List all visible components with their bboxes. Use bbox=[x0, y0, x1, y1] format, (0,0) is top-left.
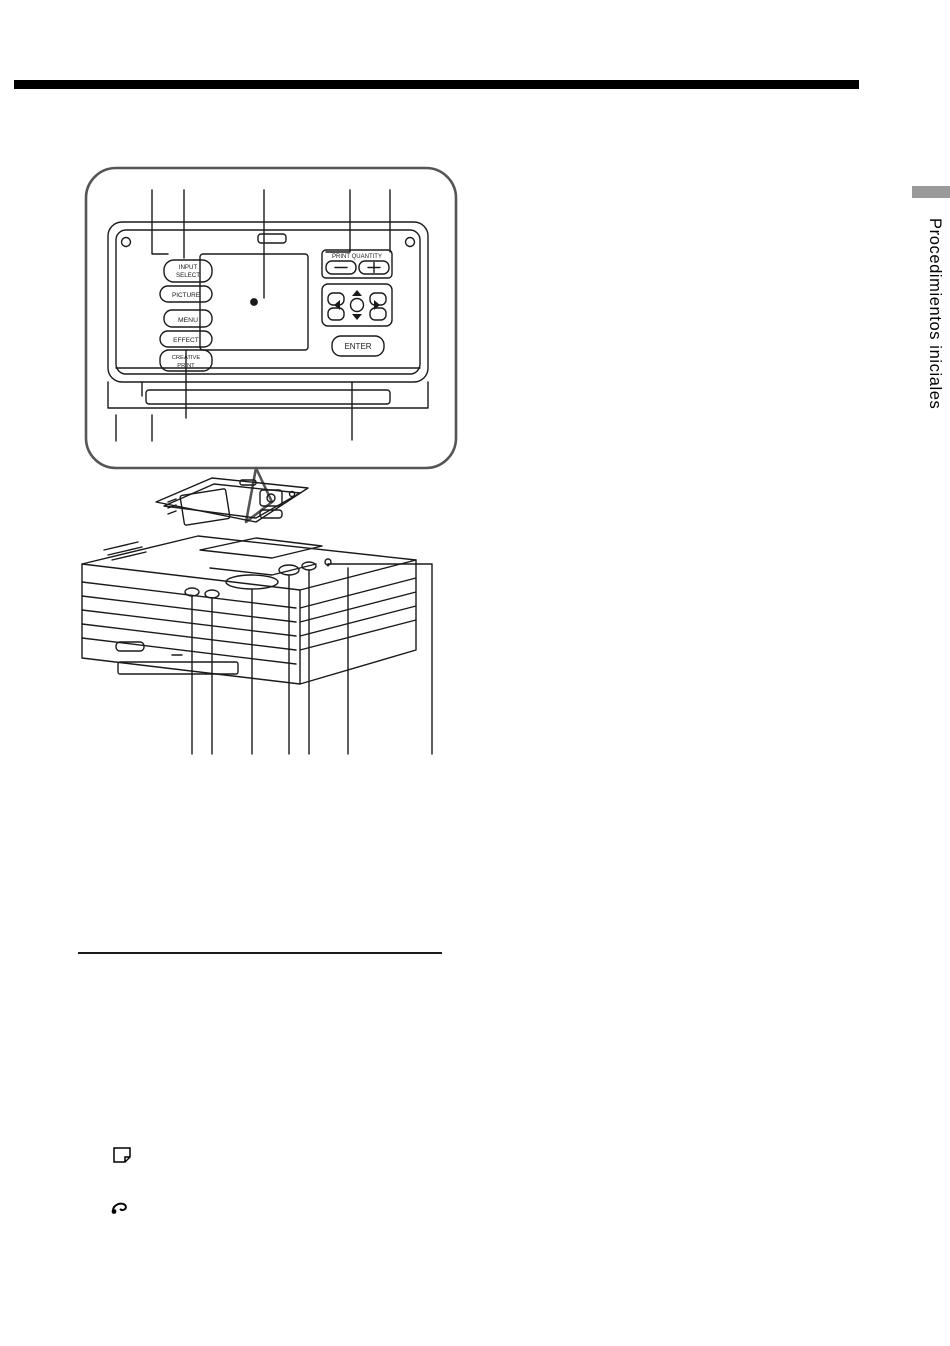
svg-text:PRINT: PRINT bbox=[177, 363, 195, 369]
side-tab-marker bbox=[912, 186, 950, 198]
note-icon bbox=[112, 1146, 132, 1167]
side-tab-label: Procedimientos iniciales bbox=[926, 218, 944, 410]
svg-text:PICTURE: PICTURE bbox=[171, 292, 201, 299]
svg-text:PRINT QUANTITY: PRINT QUANTITY bbox=[332, 254, 382, 260]
tip-icon bbox=[110, 1198, 132, 1219]
svg-text:CREATIVE: CREATIVE bbox=[171, 355, 201, 361]
figure-printer-diagram bbox=[60, 150, 480, 790]
svg-text:EFFECT: EFFECT bbox=[173, 337, 199, 344]
page-top-rule bbox=[14, 80, 859, 89]
svg-text:ENTER: ENTER bbox=[344, 342, 372, 351]
svg-text:MENU: MENU bbox=[177, 317, 199, 324]
section-divider bbox=[78, 952, 442, 954]
svg-text:SELECT: SELECT bbox=[175, 272, 201, 279]
svg-text:INPUT: INPUT bbox=[178, 264, 198, 271]
